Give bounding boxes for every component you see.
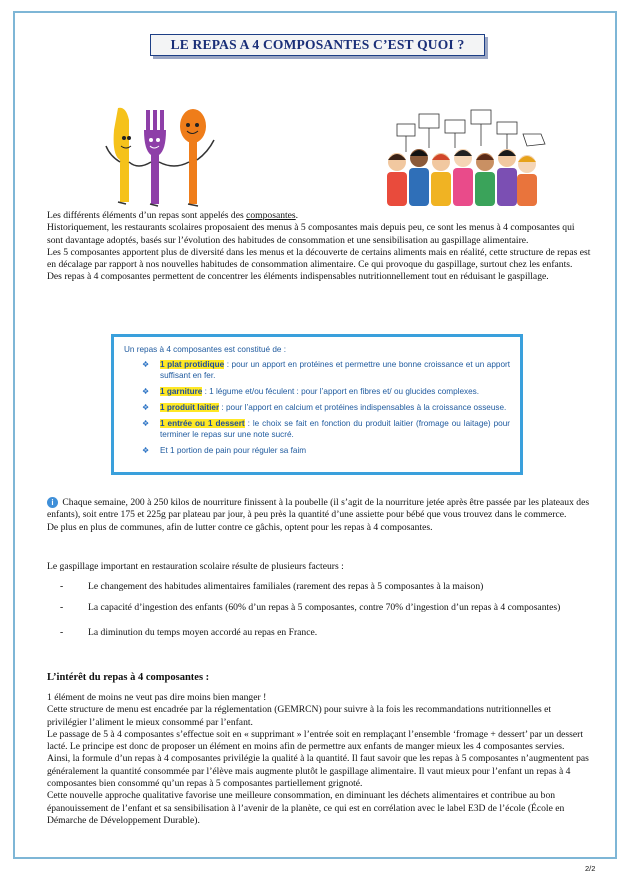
- dash-bullet: -: [60, 626, 64, 638]
- diamond-bullet-icon: ❖: [142, 360, 150, 370]
- composantes-term: composantes: [246, 210, 296, 221]
- composition-list: [124, 360, 510, 456]
- intro-line-3: Les 5 composantes apportent plus de diversité dans les menus et la découverte de certains aliments mais en réalité, cette structure de repas est en décalage par rapport à nos nouvelles habitudes de consommation alimentaire. Ce qui provoque du gaspillage, surtout chez les enfants.: [47, 246, 591, 271]
- list-item: ❖ 1 plat protidique : pour un apport en protéines et permettre une bonne croissance et un apport suffisant en fer.: [142, 360, 510, 380]
- list-item: - La capacité d’ingestion des enfants (60% d’un repas à 5 composantes, contre 70% d’ingestion d’un repas à 4 composantes): [60, 602, 561, 614]
- composition-box: [111, 334, 523, 475]
- waste-text: [47, 497, 592, 534]
- list-item: - La diminution du temps moyen accordé au repas en France.: [60, 626, 318, 638]
- interet-heading: L’intérêt du repas à 4 composantes :: [47, 672, 210, 683]
- factors-intro-text: Le gaspillage important en restauration scolaire résulte de plusieurs facteurs :: [47, 561, 344, 572]
- diamond-bullet-icon: ❖: [142, 386, 150, 396]
- children-protest-illustration: [375, 104, 550, 214]
- page-number: 2/2: [585, 864, 596, 873]
- waste-paragraph-1: i Chaque semaine, 200 à 250 kilos de nourriture finissent à la poubelle (il s’agit de la nourriture jetée après être passée par les plateaux des enfants), soit entre 175 et 225g par plateau par jour, à peu près la quantité d’une assiette pour bébé que vous trouvez dans le commerce.: [47, 497, 590, 521]
- interet-text: [47, 692, 592, 827]
- diamond-bullet-icon: ❖: [142, 419, 150, 429]
- interet-paragraph: Le passage de 5 à 4 composantes s’effectue soit en « supprimant » l’entrée soit en remplaçant l’ensemble ‘fromage + dessert’ par un dessert lacté. Le principe est donc de proposer un élément en moins afin de permettre aux enfants de manger mieux les 4 composantes servies.: [47, 728, 583, 753]
- page-title: LE REPAS A 4 COMPOSANTES C’EST QUOI ?: [170, 37, 465, 52]
- interet-paragraph: Ainsi, la formule d’un repas à 4 composantes privilégie la qualité à la quantité. Il faut savoir que les repas à 5 composantes n’augmentent pas généralement la quantité consommée par l’élève mais augmente plutôt le gaspillage alimentaire. Il vaut mieux pour l’enfant un repas à 4 composantes bien consommé qu’un repas à 5 composantes partiellement grignoté.: [47, 753, 589, 790]
- factors-list: [60, 581, 580, 648]
- intro-line-2: Historiquement, les restaurants scolaires proposaient des menus à 5 composantes mais depuis peu, ce sont les menus à 4 composantes qui sont davantage adoptés, basés sur l’évolution des habitudes de consommation et une sensibilisation au gaspillage alimentaire.: [47, 222, 575, 246]
- interet-paragraph: Cette structure de menu est encadrée par la réglementation (GEMRCN) pour suivre à la fois les recommandations nutritionnelles et privilégier l’aliment le mieux consommé par l’enfant.: [47, 704, 552, 728]
- interet-paragraph: Cette nouvelle approche qualitative favorise une meilleure consommation, en diminuant les déchets alimentaires et contribue au bon épanouissement de l’enfant et sa sensibilisation à l’avenir de la planète, ce qui est en corrélation avec le label E3D de l’école (École en Démarche de Développement Durable).: [47, 790, 565, 826]
- info-icon: i: [47, 497, 58, 508]
- list-item: ❖ 1 produit laitier : pour l’apport en calcium et protéines indispensables à la croissance osseuse.: [142, 403, 507, 413]
- waste-paragraph-2: De plus en plus de communes, afin de lutter contre ce gâchis, optent pour les repas à 4 composantes.: [47, 521, 433, 533]
- composition-intro: Un repas à 4 composantes est constitué de :: [124, 345, 287, 354]
- factors-intro: [47, 561, 592, 573]
- diamond-bullet-icon: ❖: [142, 403, 150, 413]
- intro-line-4: Des repas à 4 composantes permettent de concentrer les éléments indispensables nutritionnellement tout en réduisant le gaspillage.: [47, 271, 549, 283]
- dash-bullet: -: [60, 581, 64, 592]
- intro-text: [47, 210, 592, 284]
- list-item: ❖ 1 garniture : 1 légume et/ou féculent : pour l’apport en fibres et/ ou glucides complexes.: [142, 386, 480, 396]
- intro-line-1: Les différents éléments d’un repas sont appelés des composantes.: [47, 210, 299, 221]
- list-item: ❖ Et 1 portion de pain pour réguler sa faim: [142, 446, 307, 456]
- dash-bullet: -: [60, 602, 64, 614]
- interet-paragraph: 1 élément de moins ne veut pas dire moins bien manger !: [47, 692, 267, 703]
- diamond-bullet-icon: ❖: [142, 446, 150, 456]
- title-box: [150, 34, 485, 56]
- list-item: ❖ 1 entrée ou 1 dessert : le choix se fait en fonction du produit laitier (fromage ou laitage) pour terminer le repas sur une note sucré.: [142, 419, 510, 439]
- cutlery-illustration: [96, 100, 226, 210]
- list-item: - Le changement des habitudes alimentaires familiales (rarement des repas à 5 composantes à la maison): [60, 581, 484, 592]
